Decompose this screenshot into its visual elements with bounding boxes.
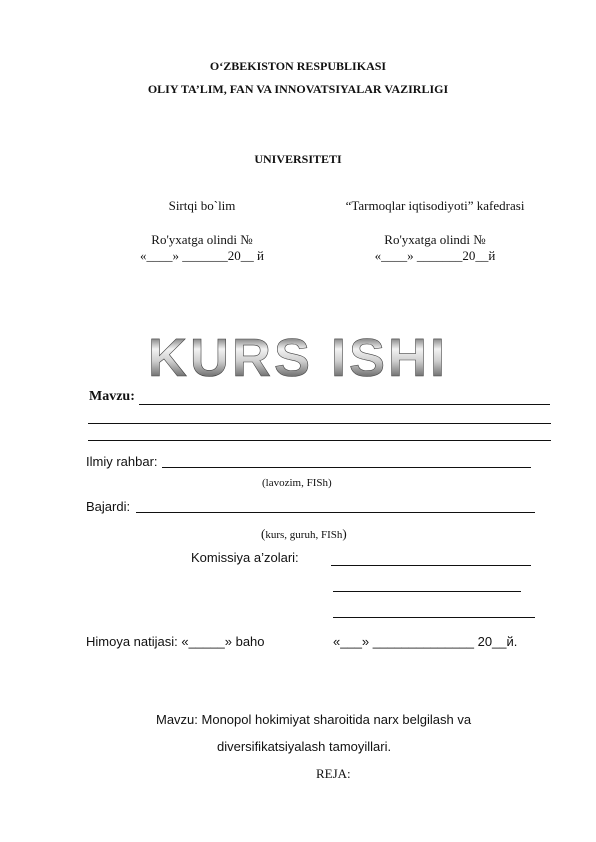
- right-department: “Tarmoqlar iqtisodiyoti” kafedrasi: [345, 198, 525, 213]
- advisor-hint: (lavozim, FISh): [262, 477, 332, 489]
- ministry-heading: OLIY TA’LIM, FAN VA INNOVATSIYALAR VAZIRLIGI: [147, 82, 449, 96]
- commission-label: Komissiya a’zolari:: [191, 550, 299, 565]
- topic-line-3: [88, 440, 551, 441]
- republic-heading: O‘ZBEKISTON RESPUBLIKASI: [209, 59, 387, 73]
- performer-hint-text: kurs, guruh, FISh: [265, 529, 343, 541]
- left-department: Sirtqi bo`lim: [168, 198, 236, 213]
- performer-label: Bajardi:: [86, 499, 131, 514]
- hint-open-paren: (: [261, 526, 266, 541]
- result-date: «___» ______________ 20__й.: [333, 634, 518, 649]
- university-heading: UNIVERSITETI: [254, 152, 342, 166]
- hint-close-paren: ): [342, 526, 347, 541]
- right-registered-label: Ro'yxatga olindi №: [384, 232, 486, 247]
- commission-line-1: [331, 565, 531, 566]
- left-registered-label: Ro'yxatga olindi №: [151, 232, 253, 247]
- performer-hint: [261, 525, 347, 543]
- topic-label: Mavzu:: [89, 389, 135, 404]
- topic-text-line-1: Mavzu: Monopol hokimiyat sharoitida narx belgilash va: [156, 712, 472, 727]
- topic-line-1: [139, 404, 550, 405]
- advisor-line: [162, 467, 531, 468]
- result-label: Himoya natijasi: «_____» baho: [86, 634, 265, 649]
- title-text: KURS ISHI: [147, 328, 449, 388]
- title-wordart: [0, 328, 596, 388]
- right-date-line: «____» _______20__й: [374, 248, 496, 263]
- topic-text-line-2: diversifikatsiyalash tamoyillari.: [217, 739, 392, 754]
- left-date-line: «____» _______20__ й: [140, 248, 264, 263]
- commission-line-2: [333, 591, 521, 592]
- performer-line: [136, 512, 535, 513]
- plan-heading: REJA:: [316, 766, 351, 781]
- commission-line-3: [333, 617, 535, 618]
- advisor-label: Ilmiy rahbar:: [86, 454, 158, 469]
- kurs-ishi-title: [0, 328, 596, 393]
- topic-line-2: [88, 423, 551, 424]
